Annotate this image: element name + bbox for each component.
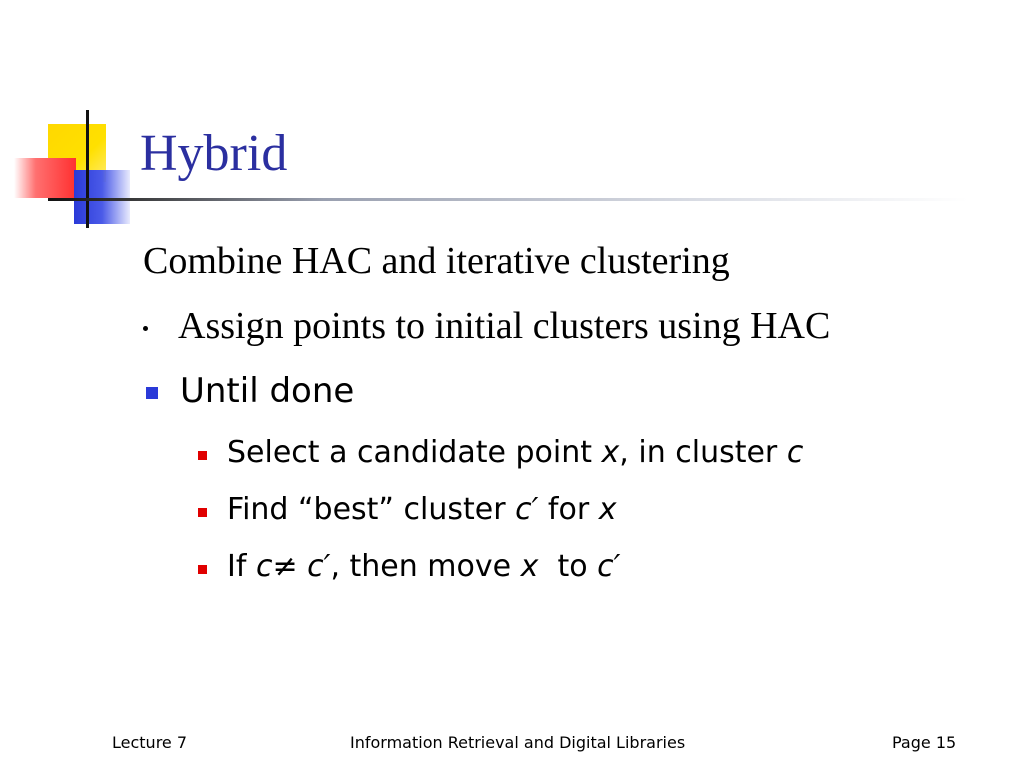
logo-vertical-line xyxy=(86,110,89,228)
math-variable: c xyxy=(255,549,273,584)
title-underline xyxy=(48,198,968,201)
sub-bullet-text: , in cluster xyxy=(619,435,787,470)
main-bullet-text: Until done xyxy=(180,371,355,411)
math-variable: c′ xyxy=(297,549,331,584)
math-variable: c′ xyxy=(515,492,539,527)
math-variable: x xyxy=(598,492,617,527)
intro-text: Combine HAC and iterative clustering xyxy=(143,240,730,282)
dot-bullet-icon xyxy=(143,326,148,331)
logo-blue-square xyxy=(74,170,130,224)
dot-bullet-item xyxy=(143,307,830,345)
footer-lecture: Lecture 7 xyxy=(112,733,188,752)
red-square-bullet-icon xyxy=(198,451,207,460)
sub-bullet-text: If xyxy=(227,549,256,584)
footer-course-title: Information Retrieval and Digital Libraries xyxy=(350,733,686,752)
sub-bullet-text: , then move xyxy=(330,549,521,584)
sub-bullet-item xyxy=(198,435,804,470)
math-variable: x xyxy=(601,435,620,470)
sub-bullet-text: for xyxy=(538,492,599,527)
sub-bullet-text: Find “best” cluster xyxy=(227,492,516,527)
not-equal-symbol: ≠ xyxy=(272,549,298,584)
sub-bullet-text: Select a candidate point xyxy=(227,435,602,470)
slide-title: Hybrid xyxy=(140,125,288,182)
blue-square-bullet-icon xyxy=(146,387,158,399)
math-variable: x xyxy=(520,549,539,584)
main-bullet-item xyxy=(146,371,355,411)
math-variable: c xyxy=(786,435,804,470)
red-square-bullet-icon xyxy=(198,565,207,574)
math-variable: c′ xyxy=(597,549,621,584)
dot-bullet-text: Assign points to initial clusters using HAC xyxy=(178,305,831,347)
red-square-bullet-icon xyxy=(198,508,207,517)
logo-red-square xyxy=(14,158,76,198)
footer-page-number: Page 15 xyxy=(892,733,957,752)
sub-bullet-text: to xyxy=(538,549,598,584)
sub-bullet-item xyxy=(198,549,621,584)
sub-bullet-item xyxy=(198,492,617,527)
